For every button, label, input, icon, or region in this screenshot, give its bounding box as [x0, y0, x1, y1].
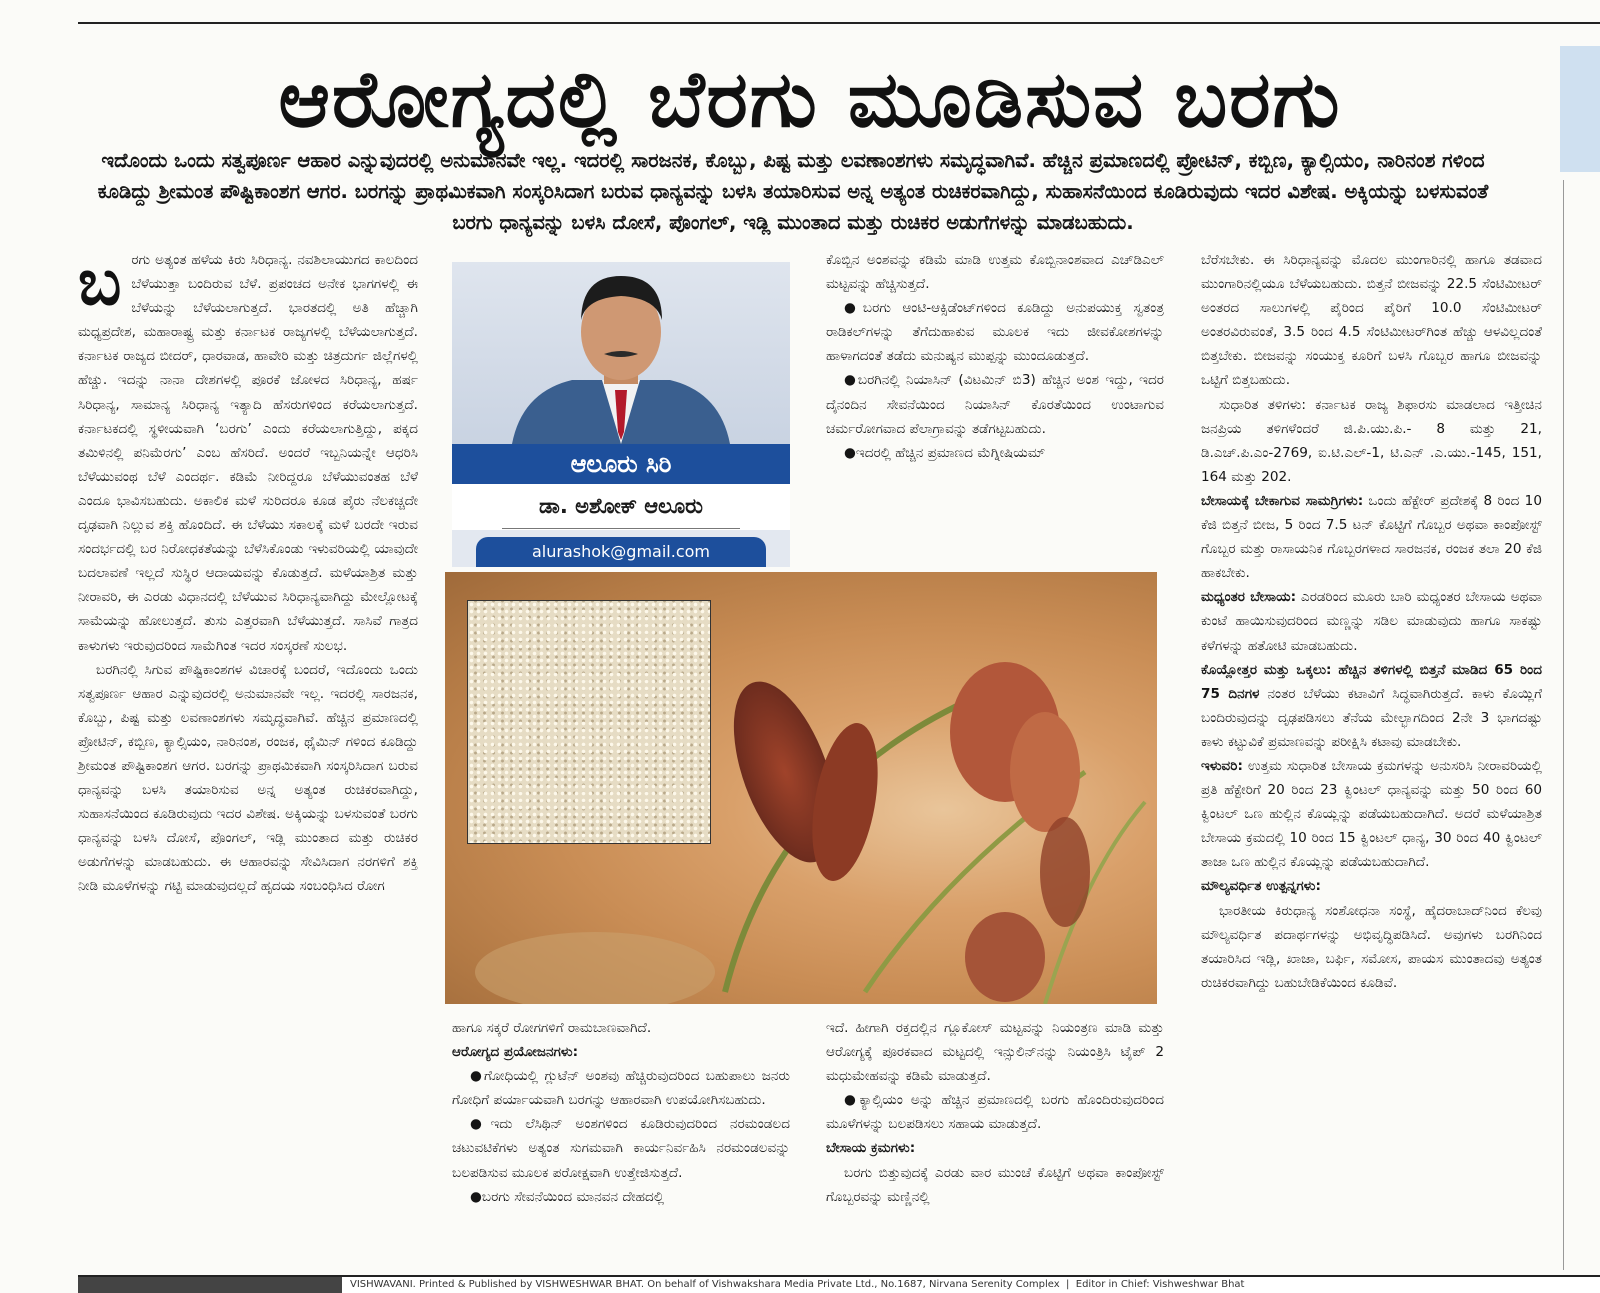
- col2-paragraph-1: ಹಾಗೂ ಸಕ್ಕರೆ ರೋಗಗಳಿಗೆ ರಾಮಬಾಣವಾಗಿದೆ.: [452, 1020, 652, 1036]
- col3-paragraph-3: ಬರಗು ಬಿತ್ತುವುದಕ್ಕೆ ಎರಡು ವಾರ ಮುಂಚೆ ಕೊಟ್ಟಿಗೆ ಅಥವಾ ಕಾಂಪೋಸ್ಟ್ ಗೊಬ್ಬರವನ್ನು ಮಣ್ಣಿನಲ್ಲಿ: [826, 1164, 1164, 1205]
- col2-bullet-1: ●ಗೋಧಿಯಲ್ಲಿ ಗ್ಲುಟೆನ್ ಅಂಶವು ಹೆಚ್ಚಿರುವುದರಿಂದ ಬಹುಪಾಲು ಜನರು ಗೋಧಿಗೆ ಪರ್ಯಾಯವಾಗಿ ಬರಗನ್ನು ಆಹಾರವಾಗಿ ಉಪಯೋಗಿಸಬಹುದು.: [452, 1068, 790, 1109]
- col4-paragraph-6: ಉತ್ತಮ ಸುಧಾರಿತ ಬೇಸಾಯ ಕ್ರಮಗಳನ್ನು ಅನುಸರಿಸಿ ನೀರಾವರಿಯಲ್ಲಿ ಪ್ರತಿ ಹೆಕ್ಟೇರಿಗೆ 20 ರಿಂದ 23 ಕ್ವಿಂಟಲ್ ಧಾನ್ಯವನ್ನು ಮತ್ತು 50 ರಿಂದ 60 ಕ್ವಿಂಟಲ್ ಒಣ ಹುಲ್ಲಿನ ಕೊಯ್ಲನ್ನು ಪಡೆಯಬಹುದಾಗಿದೆ. ಅದರೆ ಮಳೆಯಾಶ್ರಿತ ಬೇಸಾಯ ಕ್ರಮದಲ್ಲಿ 10 ರಿಂದ 15 ಕ್ವಿಂಟಲ್ ಧಾನ್ಯ, 30 ರಿಂದ 40 ಕ್ವಿಂಟಲ್ ತಾಜಾ ಒಣ ಹುಲ್ಲಿನ ಕೊಯ್ಲನ್ನು ಪಡೆಯಬಹುದಾಗಿದೆ.: [1201, 757, 1542, 871]
- column-banner: ಆಲೂರು ಸಿರಿ: [452, 444, 790, 484]
- col4-paragraph-3: ಒಂದು ಹೆಕ್ಟೇರ್ ಪ್ರದೇಶಕ್ಕೆ 8 ರಿಂದ 10 ಕೆಜಿ ಬಿತ್ತನೆ ಬೀಜ, 5 ರಿಂದ 7.5 ಟನ್ ಕೊಟ್ಟಿಗೆ ಗೊಬ್ಬರ ಅಥವಾ ಕಾಂಪೋಸ್ಟ್ ಗೊಬ್ಬರ ಮತ್ತು ರಾಸಾಯನಿಕ ಗೊಬ್ಬರಗಳಾದ ಸಾರಜನಕ, ರಂಜಕ ತಲಾ 20 ಕೆಜಿ ಹಾಕಬೇಕು.: [1201, 492, 1542, 582]
- col4-heading-6: ಇಳುವರಿ:: [1201, 757, 1243, 774]
- col4-paragraph-2: ಸುಧಾರಿತ ತಳಿಗಳು: ಕರ್ನಾಟಕ ರಾಜ್ಯ ಶಿಫಾರಸು ಮಾಡಲಾದ ಇತ್ತೀಚಿನ ಜನಪ್ರಿಯ ತಳಿಗಳೆಂದರೆ ಜಿ.ಪಿ.ಯು.ಪಿ.- 8 ಮತ್ತು 21, ಡಿ.ಎಚ್.ಪಿ.ಎಂ-2769, ಐ.ಟಿ.ಎಲ್-1, ಟಿ.ಎನ್ .ಎ.ಯು.-145, 151, 164 ಮತ್ತು 202.: [1201, 396, 1542, 485]
- col4-heading-4: ಮಧ್ಯಂತರ ಬೇಸಾಯ:: [1201, 589, 1297, 606]
- footer-bar: [78, 1275, 1600, 1293]
- col4-paragraph-4: ಎರಡರಿಂದ ಮೂರು ಬಾರಿ ಮಧ್ಯಂತರ ಬೇಸಾಯ ಅಥವಾ ಕುಂಟೆ ಹಾಯಿಸುವುದರಿಂದ ಮಣ್ಣನ್ನು ಸಡಿಲ ಮಾಡುವುದು ಹಾಗೂ ಸಾಕಷ್ಟು ಕಳೆಗಳನ್ನು ಹತೋಟಿ ಮಾಡಬಹುದು.: [1201, 589, 1542, 654]
- col4-paragraph-5: ನಂತರ ಬೆಳೆಯು ಕಟಾವಿಗೆ ಸಿದ್ಧವಾಗಿರುತ್ತದೆ. ಕಾಳು ಕೊಯ್ಲಿಗೆ ಬಂದಿರುವುದನ್ನು ದೃಢಪಡಿಸಲು ತೆನೆಯ ಮೇಲ್ಭಾಗದಿಂದ 2ನೇ 3 ಭಾಗದಷ್ಟು ಕಾಳು ಕಟ್ಟುವಿಕೆ ಪ್ರಮಾಣವನ್ನು ಪರೀಕ್ಷಿಸಿ ಕಟಾವು ಮಾಡಬೇಕು.: [1201, 685, 1543, 750]
- headline: ಆರೋಗ್ಯದಲ್ಲಿ ಬೆರಗು ಮೂಡಿಸುವ ಬರಗು: [278, 55, 1342, 145]
- adjacent-article-image: [1560, 46, 1600, 172]
- column-1: [78, 248, 418, 899]
- col3-bullet-1: ●ಬರಗು ಆಂಟಿ-ಆಕ್ಸಿಡೆಂಟ್‌ಗಳಿಂದ ಕೂಡಿದ್ದು ಅನುಪಯುಕ್ತ ಸ್ವತಂತ್ರ ರಾಡಿಕಲ್‌ಗಳನ್ನು ತೆಗೆದುಹಾಕುವ ಮೂಲಕ ಇದು ಜೀವಕೋಶಗಳನ್ನು ಹಾಳಾಗದಂತೆ ತಡೆದು ಮನುಷ್ಯನ ಮುಪ್ಪನ್ನು ಮುಂದೂಡುತ್ತದೆ.: [826, 300, 1164, 365]
- top-rule: [78, 22, 1600, 24]
- column-3-bottom: [826, 1016, 1164, 1209]
- footer-imprint: VISHWAVANI. Printed & Published by VISHWESHWAR BHAT. On behalf of Vishwakshara Media Private Ltd., No.1687, Nirvana Serenity Complex | Editor in Chief: Vishweshwar Bhat: [350, 1279, 1245, 1290]
- col4-heading-3: ಬೇಸಾಯಕ್ಕೆ ಬೇಕಾಗುವ ಸಾಮಗ್ರಿಗಳು:: [1201, 492, 1364, 509]
- col3-paragraph-1: ಕೊಬ್ಬಿನ ಅಂಶವನ್ನು ಕಡಿಮೆ ಮಾಡಿ ಉತ್ತಮ ಕೊಬ್ಬಿನಾಂಶವಾದ ಎಚ್‌ಡಿಎಲ್ ಮಟ್ಟವನ್ನು ಹೆಚ್ಚಿಸುತ್ತದೆ.: [826, 252, 1164, 293]
- dropcap: ಬ: [78, 246, 122, 320]
- col1-paragraph-2: ಬರಗಿನಲ್ಲಿ ಸಿಗುವ ಪೌಷ್ಟಿಕಾಂಶಗಳ ವಿಚಾರಕ್ಕೆ ಬಂದರೆ, ಇದೊಂದು ಒಂದು ಸತ್ವಪೂರ್ಣ ಆಹಾರ ಎನ್ನುವುದರಲ್ಲಿ ಅನುಮಾನವೇ ಇಲ್ಲ. ಇದರಲ್ಲಿ ಸಾರಜನಕ, ಕೊಬ್ಬು, ಪಿಷ್ಟ ಮತ್ತು ಲವಣಾಂಶಗಳು ಸಮೃದ್ಧವಾಗಿವೆ. ಹೆಚ್ಚಿನ ಪ್ರಮಾಣದಲ್ಲಿ ಪ್ರೋಟಿನ್, ಕಬ್ಬಿಣ, ಕ್ಯಾಲ್ಸಿಯಂ, ನಾರಿನಂಶ, ರಂಜಕ, ಥೈಮಿನ್ ಗಳಿಂದ ಕೂಡಿದ್ದು ಶ್ರೀಮಂತ ಪೌಷ್ಟಿಕಾಂಶಗ ಆಗರ. ಬರಗನ್ನು ಪ್ರಾಥಮಿಕವಾಗಿ ಸಂಸ್ಕರಿಸಿದಾಗ ಬರುವ ಧಾನ್ಯವನ್ನು ಬಳಸಿ ತಯಾರಿಸುವ ಅನ್ನ ಅತ್ಯಂತ ರುಚಿಕರವಾಗಿದ್ದು, ಸುಹಾಸನೆಯಿಂದ ಕೂಡಿರುವುದು ಇದರ ವಿಶೇಷ. ಅಕ್ಕಿಯನ್ನು ಬಳಸುವಂತೆ ಬರಗು ಧಾನ್ಯವನ್ನು ಬಳಸಿ ದೋಸೆ, ಪೊಂಗಲ್, ಇಡ್ಲಿ ಮುಂತಾದ ಮತ್ತು ರುಚಿಕರ ಅಡುಗೆಗಳನ್ನು ಮಾಡಬಹುದು. ಈ ಆಹಾರವನ್ನು ಸೇವಿಸಿದಾಗ ನರಗಳಿಗೆ ಶಕ್ತಿ ನೀಡಿ ಮೂಳೆಗಳನ್ನು ಗಟ್ಟಿ ಮಾಡುವುದಲ್ಲದೆ ಹೃದಯ ಸಂಬಂಧಿಸಿದ ರೋಗ: [78, 661, 418, 895]
- column-4: [1201, 248, 1542, 995]
- col2-heading: ಆರೋಗ್ಯದ ಪ್ರಯೋಜನಗಳು:: [452, 1044, 579, 1061]
- column-2: [452, 1016, 790, 1209]
- col4-heading-7: ಮೌಲ್ಯವರ್ಧಿತ ಉತ್ಪನ್ನಗಳು:: [1201, 878, 1321, 895]
- col3-heading: ಬೇಸಾಯ ಕ್ರಮಗಳು:: [826, 1140, 916, 1157]
- author-photo: [452, 262, 790, 444]
- author-email[interactable]: alurashok@gmail.com: [476, 537, 766, 567]
- column-3-top: [826, 248, 1164, 465]
- standfirst: ಇದೊಂದು ಒಂದು ಸತ್ವಪೂರ್ಣ ಆಹಾರ ಎನ್ನುವುದರಲ್ಲಿ ಅನುಮಾನವೇ ಇಲ್ಲ. ಇದರಲ್ಲಿ ಸಾರಜನಕ, ಕೊಬ್ಬು, ಪಿಷ್ಟ ಮತ್ತು ಲವಣಾಂಶಗಳು ಸಮೃದ್ಧವಾಗಿವೆ. ಹೆಚ್ಚಿನ ಪ್ರಮಾಣದಲ್ಲಿ ಪ್ರೋಟಿನ್, ಕಬ್ಬಿಣ, ಕ್ಯಾಲ್ಸಿಯಂ, ನಾರಿನಂಶ ಗಳಿಂದ ಕೂಡಿದ್ದು ಶ್ರೀಮಂತ ಪೌಷ್ಟಿಕಾಂಶಗ ಆಗರ. ಬರಗನ್ನು ಪ್ರಾಥಮಿಕವಾಗಿ ಸಂಸ್ಕರಿಸಿದಾಗ ಬರುವ ಧಾನ್ಯವನ್ನು ಬಳಸಿ ತಯಾರಿಸುವ ಅನ್ನ ಅತ್ಯಂತ ರುಚಿಕರವಾಗಿದ್ದು, ಸುಹಾಸನೆಯಿಂದ ಕೂಡಿರುವುದು ಇದರ ವಿಶೇಷ. ಅಕ್ಕಿಯನ್ನು ಬಳಸುವಂತೆ ಬರಗು ಧಾನ್ಯವನ್ನು ಬಳಸಿ ದೋಸೆ, ಪೊಂಗಲ್, ಇಡ್ಲಿ ಮುಂತಾದ ಮತ್ತು ರುಚಿಕರ ಅಡುಗೆಗಳನ್ನು ಮಾಡಬಹುದು.: [97, 149, 1489, 234]
- col3-bullet-4: ●ಕ್ಯಾಲ್ಸಿಯಂ ಅನ್ನು ಹೆಚ್ಚಿನ ಪ್ರಮಾಣದಲ್ಲಿ ಬರಗು ಹೊಂದಿರುವುದರಿಂದ ಮೂಳೆಗಳನ್ನು ಬಲಪಡಿಸಲು ಸಹಾಯ ಮಾಡುತ್ತದೆ.: [826, 1092, 1164, 1133]
- millet-photo: [445, 572, 1157, 1004]
- col4-heading-5: ಕೊಯ್ಲೋತ್ತರ ಮತ್ತು ಒಕ್ಕಲು: ಹೆಚ್ಚಿನ ತಳಿಗಳಲ್ಲಿ ಬಿತ್ತನೆ ಮಾಡಿದ 65 ರಿಂದ 75 ದಿನಗಳ: [1201, 661, 1542, 702]
- adjacent-article-edge: [1563, 180, 1600, 1270]
- col3-bullet-3: ●ಇದರಲ್ಲಿ ಹೆಚ್ಚಿನ ಪ್ರಮಾಣದ ಮೆಗ್ನೀಷಿಯಮ್: [844, 444, 1046, 461]
- col3-paragraph-2: ಇದೆ. ಹೀಗಾಗಿ ರಕ್ತದಲ್ಲಿನ ಗ್ಲೂಕೋಸ್ ಮಟ್ಟವನ್ನು ನಿಯಂತ್ರಣ ಮಾಡಿ ಮತ್ತು ಆರೋಗ್ಯಕ್ಕೆ ಪೂರಕವಾದ ಮಟ್ಟದಲ್ಲಿ ಇನ್ಸುಲಿನ್‌ನನ್ನು ನಿಯಂತ್ರಿಸಿ ಟೈಪ್ 2 ಮಧುಮೇಹವನ್ನು ಕಡಿಮೆ ಮಾಡುತ್ತದೆ.: [826, 1020, 1164, 1085]
- col2-bullet-2: ●ಇದು ಲೆಸಿಥಿನ್ ಅಂಶಗಳಿಂದ ಕೂಡಿರುವುದರಿಂದ ನರಮಂಡಲದ ಚಟುವಟಿಕೆಗಳು ಅತ್ಯಂತ ಸುಗಮವಾಗಿ ಕಾರ್ಯನಿರ್ವಹಿಸಿ ನರಮಂಡಲವನ್ನು ಬಲಪಡಿಸುವ ಮೂಲಕ ಪರೋಕ್ಷವಾಗಿ ಉತ್ತೇಜಿಸುತ್ತದೆ.: [452, 1116, 790, 1181]
- author-box: [452, 262, 790, 567]
- col4-paragraph-7: ಭಾರತೀಯ ಕಿರುಧಾನ್ಯ ಸಂಶೋಧನಾ ಸಂಸ್ಥೆ, ಹೈದರಾಬಾದ್‌ನಿಂದ ಕೆಲವು ಮೌಲ್ಯವರ್ಧಿತ ಪದಾರ್ಥಗಳನ್ನು ಅಭಿವೃದ್ಧಿಪಡಿಸಿದೆ. ಅವುಗಳು ಬರಗಿನಿಂದ ತಯಾರಿಸಿದ ಇಡ್ಲಿ, ಖಾಜಾ, ಬರ್ಫಿ, ಸಮೋಸ, ಪಾಯಸ ಮುಂತಾದವು ಅತ್ಯಂತ ರುಚಿಕರವಾಗಿದ್ದು ಬಹುಬೇಡಿಕೆಯಿಂದ ಕೂಡಿವೆ.: [1201, 902, 1542, 991]
- col4-paragraph-1: ಬೆರೆಸಬೇಕು. ಈ ಸಿರಿಧಾನ್ಯವನ್ನು ಮೊದಲ ಮುಂಗಾರಿನಲ್ಲಿ ಹಾಗೂ ತಡವಾದ ಮುಂಗಾರಿನಲ್ಲಿಯೂ ಬೆಳೆಯಬಹುದು. ಬಿತ್ತನೆ ಬೀಜವನ್ನು 22.5 ಸೆಂಟಿಮೀಟರ್ ಅಂತರದ ಸಾಲುಗಳಲ್ಲಿ ಪೈರಿಂದ ಪೈರಿಗೆ 10.0 ಸೆಂಟಿಮೀಟರ್ ಅಂತರವಿರುವಂತೆ, 3.5 ರಿಂದ 4.5 ಸೆಂಟಿಮೀಟರ್‌ಗಿಂತ ಹೆಚ್ಚು ಆಳವಿಲ್ಲದಂತೆ ಬಿತ್ತಬೇಕು. ಬೀಜವನ್ನು ಸಂಯುಕ್ತ ಕೂರಿಗೆ ಬಳಸಿ ಗೊಬ್ಬರ ಹಾಗೂ ಬೀಜವನ್ನು ಒಟ್ಟಿಗೆ ಬಿತ್ತಬಹುದು.: [1201, 252, 1542, 389]
- col1-paragraph-1: ರಗು ಅತ್ಯಂತ ಹಳೆಯ ಕಿರು ಸಿರಿಧಾನ್ಯ. ನವಶಿಲಾಯುಗದ ಕಾಲದಿಂದ ಬೆಳೆಯುತ್ತಾ ಬಂದಿರುವ ಬೆಳೆ. ಪ್ರಪಂಚದ ಅನೇಕ ಭಾಗಗಳಲ್ಲಿ ಈ ಬೆಳೆಯನ್ನು ಬೆಳೆಯಲಾಗುತ್ತದೆ. ಭಾರತದಲ್ಲಿ ಅತಿ ಹೆಚ್ಚಾಗಿ ಮಧ್ಯಪ್ರದೇಶ, ಮಹಾರಾಷ್ಟ್ರ ಮತ್ತು ಕರ್ನಾಟಕ ರಾಜ್ಯಗಳಲ್ಲಿ ಬೆಳೆಯಲಾಗುತ್ತದೆ. ಕರ್ನಾಟಕ ರಾಜ್ಯದ ಬೀದರ್, ಧಾರವಾಡ, ಹಾವೇರಿ ಮತ್ತು ಚಿತ್ರದುರ್ಗ ಜಿಲ್ಲೆಗಳಲ್ಲಿ ಹೆಚ್ಚು. ಇದನ್ನು ನಾನಾ ದೇಶಗಳಲ್ಲಿ ಪೂರಕೆ ಜೋಳದ ಸಿರಿಧಾನ್ಯ, ಹರ್ಷ ಸಿರಿಧಾನ್ಯ, ಸಾಮಾನ್ಯ ಸಿರಿಧಾನ್ಯ ಇತ್ಯಾದಿ ಹೆಸರುಗಳಿಂದ ಕರೆಯಲಾಗುತ್ತದೆ. ಕರ್ನಾಟಕದಲ್ಲಿ ಸ್ಥಳೀಯವಾಗಿ ‘ಬರಗು’ ಎಂದು ಕರೆಯಲಾಗುತ್ತಿದ್ದು, ಪಕ್ಕದ ತಮಿಳಿನಲ್ಲಿ ಪನಿಮೆರಗು’ ಎಂಬ ಹೆಸರಿದೆ. ಅಂದರೆ ಇಬ್ಬನಿಯನ್ನೇ ಆಧರಿಸಿ ಬೆಳೆಯುವಂಥ ಬೆಳೆ ಎಂದರ್ಥ. ಕಡಿಮೆ ನೀರಿದ್ದರೂ ಬೆಳೆಯುವಂತಹ ಬೆಳೆ ಎಂದೂ ಭಾವಿಸಬಹುದು. ಅಕಾಲಿಕ ಮಳೆ ಸುರಿದರೂ ಕೂಡ ಪೈರು ನೆಲಕಚ್ಚದೇ ದೃಢವಾಗಿ ನಿಲ್ಲುವ ಶಕ್ತಿ ಹೊಂದಿದೆ. ಈ ಬೆಳೆಯು ಸಕಾಲಕ್ಕೆ ಮಳೆ ಬರದೇ ಇರುವ ಸಂದರ್ಭದಲ್ಲಿ ಬರ ನಿರೋಧಕತೆಯನ್ನು ಬೆಳೆಸಿಕೊಂಡು ಇಳುವರಿಯಲ್ಲಿ ಯಾವುದೇ ಬದಲಾವಣೆ ಇಲ್ಲದೆ ಸುಸ್ಥಿರ ಆದಾಯವನ್ನು ಕೊಡುತ್ತದೆ. ಮಳೆಯಾಶ್ರಿತ ಮತ್ತು ನೀರಾವರಿ, ಈ ಎರಡು ವಿಧಾನದಲ್ಲಿ ಬೆಳೆಯುವ ಸಿರಿಧಾನ್ಯವಾಗಿದ್ದು ಮೇಲ್ಲೋಟಕ್ಕೆ ಸಾಮೆಯನ್ನು ಹೋಲುತ್ತದೆ. ತುಸು ಎತ್ತರವಾಗಿ ಬೆಳೆಯುತ್ತದೆ. ಸಾಸಿವೆ ಗಾತ್ರದ ಕಾಳುಗಳು ಇರುವುದರಿಂದ ಸಾಮೆಗಿಂತ ಇದರ ಸಂಸ್ಕರಣೆ ಸುಲಭ.: [78, 252, 418, 654]
- author-portrait: [452, 262, 790, 444]
- col2-bullet-3: ●ಬರಗು ಸೇವನೆಯಿಂದ ಮಾನವನ ದೇಹದಲ್ಲಿ: [470, 1188, 665, 1205]
- author-rule: [502, 528, 740, 529]
- grain-closeup-inset: [467, 600, 711, 844]
- col3-bullet-2: ●ಬರಗಿನಲ್ಲಿ ನಿಯಾಸಿನ್ (ವಿಟಮಿನ್ ಬಿ3) ಹೆಚ್ಚಿನ ಅಂಶ ಇದ್ದು, ಇದರ ದೈನಂದಿನ ಸೇವನೆಯಿಂದ ನಿಯಾಸಿನ್ ಕೊರತೆಯಿಂದ ಉಂಟಾಗುವ ಚರ್ಮರೋಗವಾದ ಪೆಲಾಗ್ರಾವನ್ನು ತಡೆಗಟ್ಟಬಹುದು.: [826, 372, 1164, 437]
- author-name: ಡಾ. ಅಶೋಕ್ ಆಲೂರು: [452, 484, 790, 530]
